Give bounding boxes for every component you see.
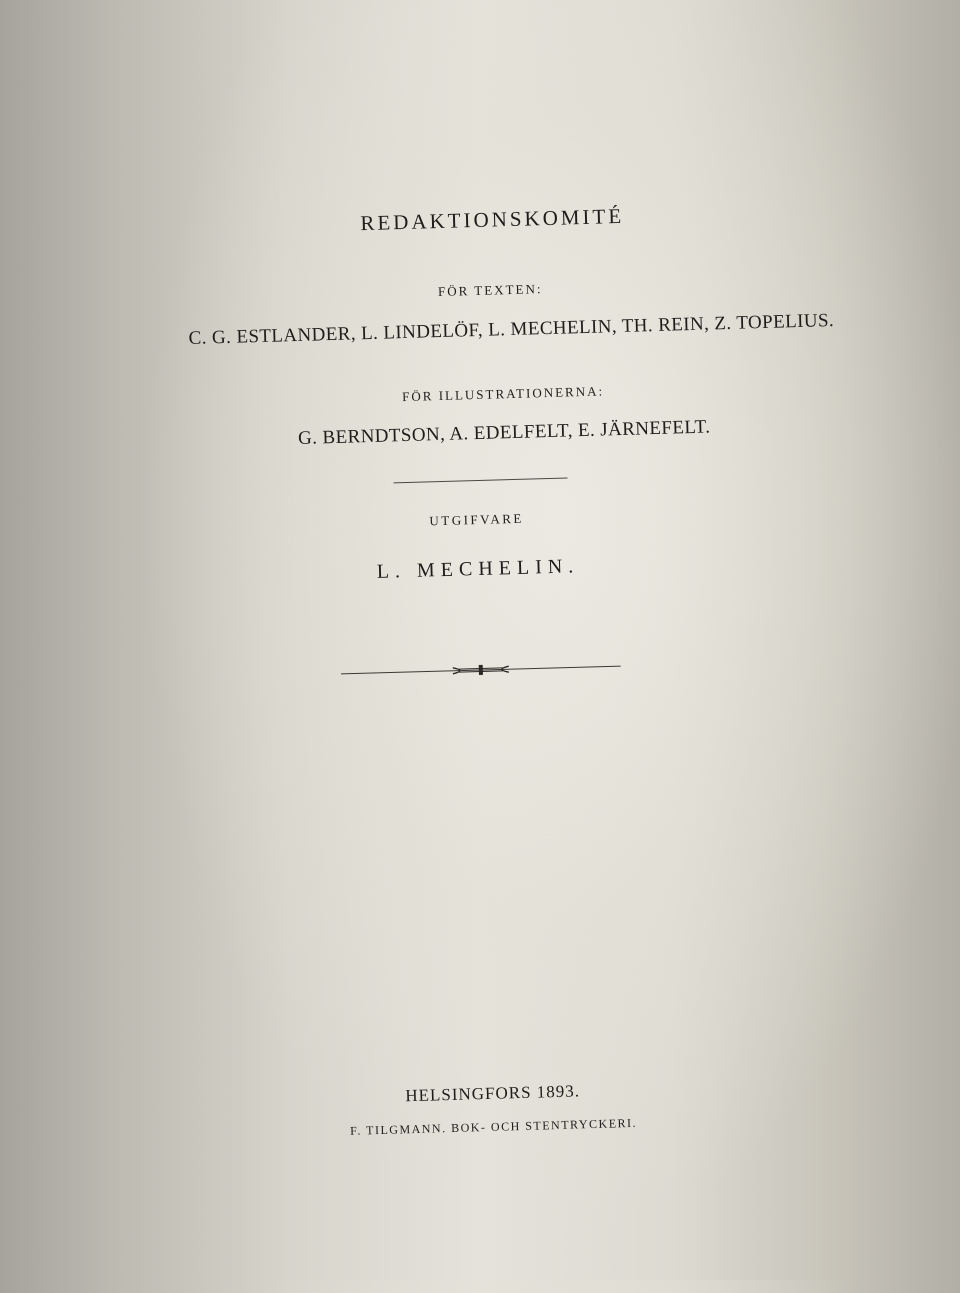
text-editors-names: C. G. ESTLANDER, L. LINDELÖF, L. MECHELIN, TH. REIN, Z. TOPELIUS. bbox=[188, 309, 835, 350]
ornamental-rule-icon bbox=[341, 660, 621, 680]
illustration-editors-names: G. BERNDTSON, A. EDELFELT, E. JÄRNEFELT. bbox=[297, 416, 711, 449]
publisher-label: UTGIFVARE bbox=[429, 510, 525, 529]
publisher-name: L. MECHELIN. bbox=[376, 555, 580, 583]
illustration-editors-label: FÖR ILLUSTRATIONERNA: bbox=[401, 383, 605, 405]
text-editors-label: FÖR TEXTEN: bbox=[437, 281, 543, 300]
imprint-place-year: HELSINGFORS 1893. bbox=[405, 1081, 581, 1106]
printer-line: F. TILGMANN. BOK- OCH STENTRYCKERI. bbox=[349, 1115, 638, 1138]
committee-title: REDAKTIONSKOMITÉ bbox=[360, 203, 625, 236]
divider-rule bbox=[394, 477, 568, 483]
